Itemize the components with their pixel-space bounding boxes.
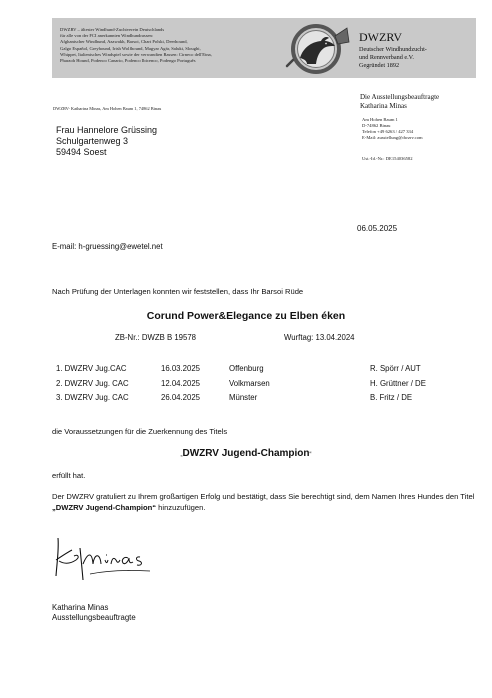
signer-block — [52, 603, 136, 623]
org-subtitle — [359, 46, 474, 70]
return-address: DWZRV- Katharina Minas, Am Hohen Baum 1, 74862 Binau — [53, 106, 162, 111]
handwritten-signature — [50, 530, 170, 585]
requirements-text: die Voraussetzungen für die Zuerkennung des Titels — [52, 427, 228, 436]
dog-name: Corund Power&Elegance zu Elben éken — [146, 310, 346, 322]
result-title: 1. DWZRV Jug.CAC — [56, 364, 127, 373]
sender-role-line: Die Ausstellungsbeauftragte — [360, 93, 440, 101]
result-judge: B. Fritz / DE — [370, 393, 413, 402]
result-date: 16.03.2025 — [161, 364, 201, 373]
result-place: Offenburg — [229, 364, 264, 373]
letterhead-line: Pharaoh Hound, Podenco Canario, Podenco Ibicenco, Podengo Português — [60, 58, 196, 64]
signer-role: Ausstellungsbeauftragte — [52, 613, 136, 622]
letterhead-line: Whippet, Italienisches Windspiel sowie der verwandten Rassen: Cirneco dell'Etna, — [60, 51, 212, 57]
congratulations-text — [52, 491, 484, 513]
org-subtitle-line: und Rennverband e.V. — [359, 54, 414, 61]
letterhead-line: Afghanischer Windhund, Azawakh, Barsoi, Chart Polski, Deerhound, — [60, 39, 188, 45]
intro-text: Nach Prüfung der Unterlagen konnten wir feststellen, dass Ihr Barsoi Rüde — [52, 287, 304, 296]
congrats-title: „DWZRV Jugend-Champion“ — [52, 503, 157, 512]
sender-address — [362, 117, 423, 141]
result-judge: R. Spörr / AUT — [370, 364, 421, 373]
result-place: Münster — [229, 393, 258, 402]
sender-street: Am Hohen Baum 1 — [362, 117, 398, 122]
result-judge: H. Grüttner / DE — [370, 378, 426, 388]
birth-date: Wurftag: 13.04.2024 — [284, 333, 355, 342]
fulfilled-text: erfüllt hat. — [52, 471, 86, 480]
letter-date: 06.05.2025 — [357, 224, 398, 233]
signer-name: Katharina Minas — [52, 603, 109, 612]
zb-number: ZB-Nr.: DWZB B 19578 — [115, 333, 197, 342]
sender-city: D-74862 Binau — [362, 123, 391, 128]
recipient-name: Frau Hannelore Grüssing — [56, 125, 158, 135]
congrats-text-start: Der DWZRV gratuliert zu Ihrem großartigen Erfolg und bestätigt, dass Sie berechtigt sind, dem Namen Ihres Hundes den Titel — [52, 492, 475, 501]
letterhead-line: Galgo Español, Greyhound, Irish Wolfhound, Magyar Agár, Saluki, Sloughi, — [60, 45, 201, 51]
result-date: 12.04.2025 — [161, 378, 201, 388]
result-title: 2. DWZRV Jug. CAC — [56, 378, 129, 388]
tax-id: Ust.-Id.-Nr.: DE154036582 — [362, 156, 413, 161]
letterhead-line: DWZRV – ältester Windhund-Zuchtverein Deutschlands — [60, 27, 165, 32]
recipient-email: E-mail: h-gruessing@ewetel.net — [52, 242, 163, 251]
org-subtitle-line: Gegründet 1892 — [359, 62, 400, 69]
sender-email: E-Mail: ausstellung@dwzrv.com — [362, 135, 423, 140]
result-place: Volkmarsen — [229, 378, 270, 388]
champion-title — [0, 448, 492, 459]
result-date: 26.04.2025 — [161, 393, 201, 402]
org-subtitle-line: Deutscher Windhundzucht- — [359, 46, 427, 53]
champion-title-text: DWZRV Jugend-Champion — [182, 448, 310, 459]
letterhead-breed-list — [60, 27, 282, 64]
result-title: 3. DWZRV Jug. CAC — [56, 393, 129, 402]
recipient-address — [56, 125, 157, 158]
org-name: DWZRV — [359, 30, 403, 44]
sender-name: Katharina Minas — [360, 101, 407, 110]
congrats-text-end: hinzuzufügen. — [156, 503, 206, 512]
sender-phone: Telefon +49 6263 / 427 334 — [362, 129, 414, 134]
recipient-city: 59494 Soest — [56, 147, 107, 157]
recipient-street: Schulgartenweg 3 — [56, 136, 129, 146]
title-close-quote: “ — [309, 452, 312, 458]
title-open-quote: „ — [180, 452, 183, 458]
dwzrv-logo — [283, 20, 351, 76]
sender-role — [360, 93, 439, 110]
letterhead-line: für alle von der FCI anerkannten Windhundrassen: — [60, 33, 154, 39]
